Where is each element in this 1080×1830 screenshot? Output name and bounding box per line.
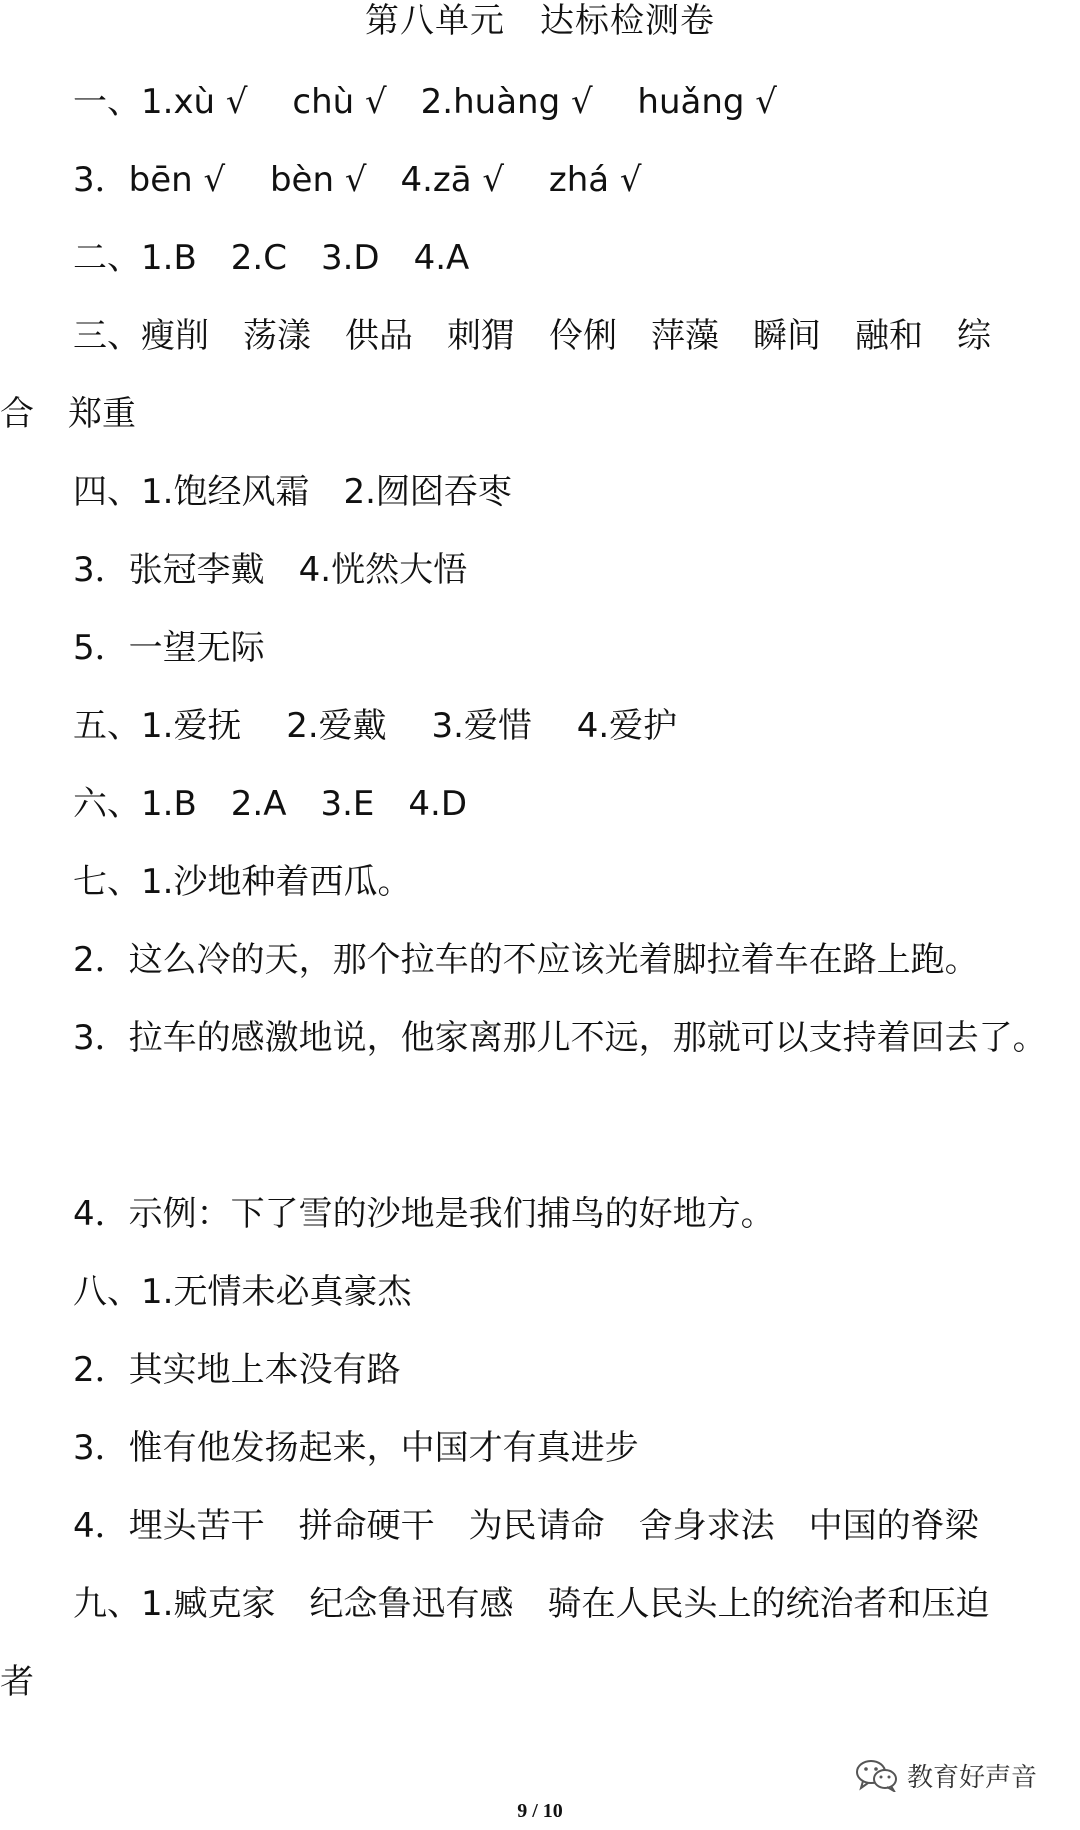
answer-line-9-1: 九、1.臧克家 纪念鲁迅有感 骑在人民头上的统治者和压迫 bbox=[73, 1584, 990, 1624]
answer-line-9-cont: 者 bbox=[0, 1662, 34, 1702]
wechat-brand bbox=[855, 1755, 1037, 1795]
answer-line-5: 五、1.爱抚 2.爱戴 3.爱惜 4.爱护 bbox=[73, 706, 678, 746]
answer-line-4-1: 四、1.饱经风霜 2.囫囵吞枣 bbox=[73, 472, 512, 512]
answer-line-1-2: 3．bēn √ bèn √ 4.zā √ zhá √ bbox=[73, 160, 642, 200]
answer-line-8-1: 八、1.无情未必真豪杰 bbox=[73, 1272, 412, 1312]
page-number: 9 / 10 bbox=[517, 1800, 563, 1822]
answer-line-3: 三、瘦削 荡漾 供品 刺猬 伶俐 萍藻 瞬间 融和 综 bbox=[73, 316, 991, 356]
answer-line-6: 六、1.B 2.A 3.E 4.D bbox=[73, 784, 468, 824]
answer-line-8-2: 2．其实地上本没有路 bbox=[73, 1350, 401, 1390]
answer-line-8-4: 4．埋头苦干 拼命硬干 为民请命 舍身求法 中国的脊梁 bbox=[73, 1506, 979, 1546]
wechat-icon bbox=[855, 1758, 899, 1792]
answer-line-3-cont: 合 郑重 bbox=[0, 394, 136, 434]
answer-line-1-1: 一、1.xù √ chù √ 2.huàng √ huǎng √ bbox=[73, 82, 777, 122]
answer-line-7-2: 2．这么冷的天，那个拉车的不应该光着脚拉着车在路上跑。 bbox=[73, 940, 979, 980]
page-title: 第八单元 达标检测卷 bbox=[365, 1, 715, 41]
answer-line-4-2: 3．张冠李戴 4.恍然大悟 bbox=[73, 550, 468, 590]
answer-line-8-3: 3．惟有他发扬起来，中国才有真进步 bbox=[73, 1428, 639, 1468]
answer-line-4-3: 5．一望无际 bbox=[73, 628, 265, 668]
brand-name: 教育好声音 bbox=[907, 1762, 1038, 1793]
answer-line-7-4: 4．示例：下了雪的沙地是我们捕鸟的好地方。 bbox=[73, 1194, 775, 1234]
answer-line-2: 二、1.B 2.C 3.D 4.A bbox=[73, 238, 470, 278]
answer-line-7-3: 3．拉车的感激地说，他家离那儿不远，那就可以支持着回去了。 bbox=[73, 1018, 1047, 1058]
answer-line-7-1: 七、1.沙地种着西瓜。 bbox=[73, 862, 412, 902]
